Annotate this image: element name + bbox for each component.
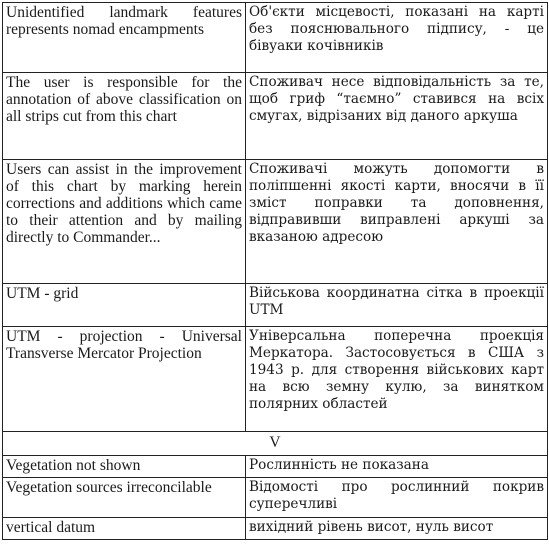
- term-text: UTM - grid: [6, 285, 79, 302]
- ukrainian-translation: [246, 3, 548, 73]
- english-term: [3, 73, 246, 160]
- ukrainian-translation: [246, 456, 548, 478]
- table-row: [3, 327, 548, 432]
- table-row: [3, 478, 548, 518]
- term-text: Users can assist in the improvement of this chart by marking herein corrections and additions which came to their attention and by mailing directly to Commander...: [6, 161, 242, 246]
- ukrainian-translation: [246, 327, 548, 432]
- ukrainian-translation: [246, 73, 548, 160]
- english-term: [3, 456, 246, 478]
- english-term: [3, 284, 246, 327]
- translation-text: Споживачі можуть допомогти в поліпшенні якості карти, вносячи в її зміст поправки та доповнення, відправивши виправлені аркуші за вказаною адресою: [249, 161, 544, 245]
- ukrainian-translation: [246, 284, 548, 327]
- table-row: [3, 518, 548, 540]
- english-term: [3, 327, 246, 432]
- translation-text: вихідний рівень висот, нуль висот: [249, 519, 494, 535]
- term-text: The user is responsible for the annotation of above classification on all strips cut from this chart: [6, 74, 242, 125]
- term-text: Unidentified landmark features represents nomad encampments: [6, 4, 242, 38]
- term-text: UTM - projection - Universal Transverse Mercator Projection: [6, 328, 242, 362]
- term-text: Vegetation sources irreconcilable: [6, 479, 212, 496]
- english-term: [3, 160, 246, 284]
- english-term: [3, 518, 246, 540]
- translation-text: Універсальна поперечна проекція Меркатора. Застосовується в США з 1943 р. для створення військових карт на всю земну кулю, за винятком полярних областей: [249, 328, 544, 412]
- translation-text: Рослинність не показана: [249, 457, 429, 473]
- ukrainian-translation: [246, 160, 548, 284]
- english-term: [3, 478, 246, 518]
- translation-text: Об'єкти місцевості, показані на карті без пояснювального підпису, - це бівуаки кочівників: [249, 4, 544, 54]
- translation-text: Відомості про рослинний покрив суперечливі: [249, 479, 544, 512]
- english-term: [3, 3, 246, 73]
- ukrainian-translation: [246, 478, 548, 518]
- glossary-table: [2, 2, 548, 540]
- section-letter-row: [3, 432, 548, 456]
- section-letter: V: [3, 432, 548, 456]
- table-row: [3, 284, 548, 327]
- translation-text: Споживач несе відповідальність за те, щоб гриф “таємно” ставився на всіх смугах, відрізаних від даного аркуша: [249, 74, 544, 124]
- table-row: [3, 456, 548, 478]
- translation-text: Військова координатна сітка в проекції UTM: [249, 285, 544, 318]
- table-row: [3, 3, 548, 73]
- term-text: Vegetation not shown: [6, 457, 141, 474]
- term-text: vertical datum: [6, 519, 96, 536]
- table-row: [3, 73, 548, 160]
- table-row: [3, 160, 548, 284]
- ukrainian-translation: [246, 518, 548, 540]
